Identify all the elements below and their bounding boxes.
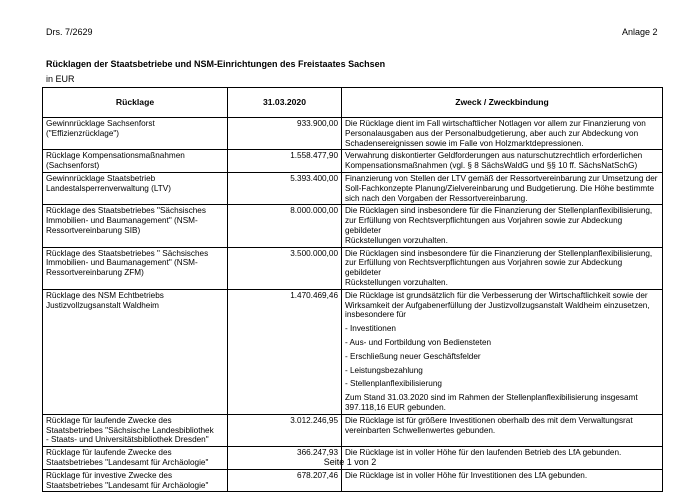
table-header-row (43, 88, 663, 118)
reserve-name-cell (43, 118, 228, 150)
table-row (43, 414, 663, 446)
column-header-purpose: Zweck / Zweckbindung (342, 88, 663, 118)
purpose-line: Zum Stand 31.03.2020 sind im Rahmen der Stellenplanflexibilisierung insgesamt (345, 393, 638, 403)
reserve-name-line: Staatsbetriebes "Sächsische Landesbibliothek (46, 425, 214, 435)
amount-cell: 366.247,93 (228, 447, 342, 470)
column-header-reserve: Rücklage (43, 88, 228, 118)
purpose-line: Die Rücklage ist für größere Investitionen oberhalb des mit dem Verwaltungsrat (345, 415, 633, 425)
reserve-name-line: Immobilien- und Baumanagement" (NSM- (46, 258, 198, 268)
purpose-line: zur Erfüllung von Rechtsverpflichtungen aus Vorjahren sowie zur Abdeckung gebildeter (345, 258, 623, 278)
purpose-cell (342, 289, 663, 414)
purpose-line: Die Rücklagen sind insbesondere für die Finanzierung der Stellenplanflexibilisierung, (345, 206, 653, 216)
reserve-name-line: (Sachsenforst) (46, 161, 100, 171)
reserve-name-line: Gewinnrücklage Sachsenforst (46, 119, 155, 128)
reserve-name-cell (43, 247, 228, 289)
purpose-cell (342, 205, 663, 247)
reserve-name-line: Rücklage des Staatsbetriebes "Sächsisches (46, 206, 206, 216)
purpose-list-item: - Leistungsbezahlung (345, 365, 423, 375)
purpose-cell (342, 150, 663, 173)
reserve-name-line: - Staats- und Universitätsbibliothek Dresden" (46, 435, 209, 445)
reserve-name-cell (43, 205, 228, 247)
reserve-name-line: ("Effizienzrücklage") (46, 128, 120, 138)
purpose-line: 397.118,16 EUR gebunden. (345, 402, 446, 412)
purpose-list-item: - Stellenplanflexibilisierung (345, 379, 442, 389)
purpose-line: Verwahrung diskontierter Geldforderungen aus naturschutzrechtlich erforderlichen (345, 151, 643, 161)
reserve-name-line: Rücklage für investive Zwecke des (46, 470, 173, 480)
purpose-line: Die Rücklage ist in voller Höhe für den laufenden Betrieb des LfA gebunden. (345, 448, 622, 458)
reserve-name-line: Ressortvereinbarung SIB) (46, 225, 141, 235)
column-header-date: 31.03.2020 (228, 88, 342, 118)
reserve-name-line: Rücklage für laufende Zwecke des (46, 448, 172, 458)
purpose-line: Soll-Fachkonzepte Planung/Zielvereinbarung und Budgetierung. Die Höhe bestimmte (345, 183, 655, 193)
table-row (43, 289, 663, 414)
purpose-line: Schadensereignissen sowie im Falle von Holzmarktdepressionen. (345, 138, 584, 148)
purpose-line: Finanzierung von Stellen der LTV gemäß der Ressortvereinbarung zur Umsetzung der (345, 173, 658, 183)
purpose-line: Die Rücklage dient im Fall wirtschaftlicher Notlagen vor allem zur Finanzierung von (345, 119, 646, 128)
purpose-line: Kompensationsmaßnahmen (vgl. § 8 SächsWaldG und §§ 10 ff. SächsNatSchG) (345, 161, 638, 171)
table-row (43, 247, 663, 289)
purpose-cell (342, 469, 663, 492)
reserve-name-cell (43, 469, 228, 492)
amount-cell: 933.900,00 (228, 118, 342, 150)
reserve-name-line: Rücklage des Staatsbetriebes " Sächsisches (46, 248, 209, 258)
currency-unit: in EUR (46, 74, 75, 84)
table-row (43, 205, 663, 247)
amount-cell: 5.393.400,00 (228, 172, 342, 204)
reserve-name-line: Justizvollzugsanstalt Waldheim (46, 300, 160, 310)
purpose-line: Die Rücklage ist grundsätzlich für die Verbesserung der Wirtschaftlichkeit sowie der (345, 290, 648, 300)
purpose-cell (342, 414, 663, 446)
attachment-label: Anlage 2 (622, 27, 658, 37)
purpose-line: sich nach den Vorgaben der Ressortvereinbarung. (345, 193, 528, 203)
purpose-list-item: - Aus- und Fortbildung von Bediensteten (345, 337, 492, 347)
purpose-line: zur Erfüllung von Rechtsverpflichtungen aus Vorjahren sowie zur Abdeckung gebildeter (345, 216, 623, 235)
reserve-name-line: Staatsbetriebes "Landesamt für Archäologie" (46, 480, 209, 490)
purpose-line: Die Rücklagen sind insbesondere für die Finanzierung der Stellenplanflexibilisierung, (345, 248, 653, 258)
reserves-table (42, 87, 663, 492)
amount-cell: 3.012.246,95 (228, 414, 342, 446)
purpose-cell (342, 118, 663, 150)
reserve-name-line: Landestalsperrenverwaltung (LTV) (46, 183, 171, 193)
page-number: Seite 1 von 2 (323, 457, 377, 467)
reserve-name-line: Gewinnrücklage Staatsbetrieb (46, 173, 156, 183)
purpose-list-item: - Investitionen (345, 324, 396, 334)
amount-cell: 3.500.000,00 (228, 247, 342, 289)
purpose-line: Personalausgaben aus der Personalbudgetierung, aber auch zur Abdeckung von (345, 128, 639, 138)
purpose-cell (342, 247, 663, 289)
amount-cell: 1.470.469,46 (228, 289, 342, 414)
document-title: Rücklagen der Staatsbetriebe und NSM-Einrichtungen des Freistaates Sachsen (46, 59, 386, 69)
reserve-name-line: Immobilien- und Baumanagement" (NSM- (46, 216, 198, 226)
table-row (43, 150, 663, 173)
amount-cell: 1.558.477,90 (228, 150, 342, 173)
purpose-line: Die Rücklage ist in voller Höhe für Investitionen des LfA gebunden. (345, 470, 588, 480)
reserve-name-cell (43, 289, 228, 414)
reserve-name-cell (43, 172, 228, 204)
purpose-line: vereinbarten Schwellenwertes gebunden. (345, 425, 496, 435)
reserve-name-line: Rücklage Kompensationsmaßnahmen (46, 151, 185, 161)
reserve-name-cell (43, 414, 228, 446)
reserve-name-cell (43, 150, 228, 173)
purpose-line: Wirksamkeit der Aufgabenerfüllung der Justizvollzugsanstalt Waldheim einzusetzen, (345, 300, 650, 310)
reserve-name-line: Staatsbetriebes "Landesamt für Archäologie" (46, 457, 209, 467)
document-number: Drs. 7/2629 (46, 27, 93, 37)
table-row (43, 469, 663, 492)
purpose-cell (342, 172, 663, 204)
amount-cell: 678.207,46 (228, 469, 342, 492)
purpose-line: Rückstellungen vorzuhalten. (345, 235, 448, 245)
amount-cell: 8.000.000,00 (228, 205, 342, 247)
table-row (43, 118, 663, 150)
purpose-line: insbesondere für (345, 310, 406, 320)
reserve-name-line: Ressortvereinbarung ZFM) (46, 268, 144, 278)
purpose-list-item: - Erschließung neuer Geschäftsfelder (345, 351, 481, 361)
purpose-line: Rückstellungen vorzuhalten. (345, 277, 448, 287)
reserve-name-line: Rücklage für laufende Zwecke des (46, 415, 172, 425)
table-row (43, 172, 663, 204)
reserve-name-line: Rücklage des NSM Echtbetriebs (46, 290, 164, 300)
